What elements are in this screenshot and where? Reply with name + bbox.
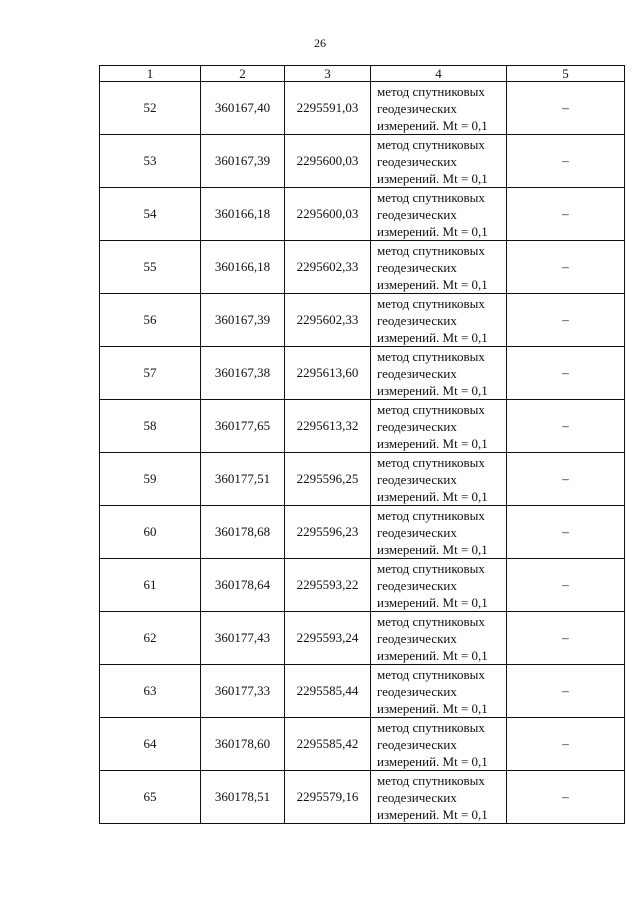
note-cell: – [507,771,625,824]
table-row [100,718,625,771]
x-coordinate-cell: 360167,38 [201,347,285,400]
method-line: измерений. Mt = 0,1 [377,170,488,186]
method-cell [371,294,507,347]
table-row [100,347,625,400]
method-line: метод спутниковых [377,560,485,576]
method-line: измерений. Mt = 0,1 [377,382,488,398]
method-line: геодезических [377,630,457,646]
x-coordinate-cell: 360167,40 [201,82,285,135]
y-coordinate-cell: 2295602,33 [285,241,371,294]
method-cell [371,82,507,135]
point-number-cell: 57 [100,347,201,400]
method-line: измерений. Mt = 0,1 [377,594,488,610]
x-coordinate-cell: 360177,43 [201,612,285,665]
point-number-cell: 62 [100,612,201,665]
table-body [100,82,625,824]
method-cell [371,135,507,188]
method-cell [371,612,507,665]
method-line: измерений. Mt = 0,1 [377,647,488,663]
y-coordinate-cell: 2295593,24 [285,612,371,665]
note-cell: – [507,347,625,400]
method-line: метод спутниковых [377,348,485,364]
method-line: геодезических [377,206,457,222]
point-number-cell: 52 [100,82,201,135]
y-coordinate-cell: 2295591,03 [285,82,371,135]
method-line: геодезических [377,736,457,752]
method-cell [371,559,507,612]
note-cell: – [507,718,625,771]
y-coordinate-cell: 2295596,23 [285,506,371,559]
y-coordinate-cell: 2295600,03 [285,135,371,188]
point-number-cell: 63 [100,665,201,718]
method-line: метод спутниковых [377,189,485,205]
table-row [100,665,625,718]
method-line: метод спутниковых [377,295,485,311]
method-cell [371,771,507,824]
table-row [100,241,625,294]
table-row [100,506,625,559]
table-row [100,400,625,453]
method-line: геодезических [377,524,457,540]
y-coordinate-cell: 2295600,03 [285,188,371,241]
note-cell: – [507,506,625,559]
note-cell: – [507,400,625,453]
method-line: геодезических [377,100,457,116]
point-number-cell: 54 [100,188,201,241]
point-number-cell: 55 [100,241,201,294]
method-line: геодезических [377,577,457,593]
table-row [100,559,625,612]
method-line: измерений. Mt = 0,1 [377,435,488,451]
method-line: геодезических [377,471,457,487]
x-coordinate-cell: 360167,39 [201,135,285,188]
note-cell: – [507,559,625,612]
method-cell [371,241,507,294]
method-line: геодезических [377,789,457,805]
method-line: измерений. Mt = 0,1 [377,806,488,822]
table-row [100,771,625,824]
column-header-5: 5 [507,66,625,82]
table-row [100,294,625,347]
method-line: измерений. Mt = 0,1 [377,329,488,345]
y-coordinate-cell: 2295593,22 [285,559,371,612]
x-coordinate-cell: 360166,18 [201,241,285,294]
y-coordinate-cell: 2295613,32 [285,400,371,453]
method-cell [371,188,507,241]
point-number-cell: 60 [100,506,201,559]
method-cell [371,400,507,453]
point-number-cell: 53 [100,135,201,188]
method-line: измерений. Mt = 0,1 [377,223,488,239]
method-cell [371,453,507,506]
method-line: геодезических [377,153,457,169]
method-line: геодезических [377,418,457,434]
method-line: геодезических [377,365,457,381]
method-line: метод спутниковых [377,613,485,629]
method-line: измерений. Mt = 0,1 [377,753,488,769]
x-coordinate-cell: 360178,64 [201,559,285,612]
method-line: измерений. Mt = 0,1 [377,541,488,557]
method-line: геодезических [377,683,457,699]
y-coordinate-cell: 2295596,25 [285,453,371,506]
table-row [100,135,625,188]
note-cell: – [507,612,625,665]
table-row [100,453,625,506]
method-line: метод спутниковых [377,719,485,735]
table-header-row [100,66,625,82]
note-cell: – [507,82,625,135]
coordinates-table [99,65,625,824]
column-header-2: 2 [201,66,285,82]
method-line: геодезических [377,312,457,328]
x-coordinate-cell: 360178,51 [201,771,285,824]
method-line: метод спутниковых [377,401,485,417]
point-number-cell: 58 [100,400,201,453]
method-cell [371,718,507,771]
table-row [100,82,625,135]
point-number-cell: 65 [100,771,201,824]
column-header-3: 3 [285,66,371,82]
column-header-4: 4 [371,66,507,82]
method-cell [371,347,507,400]
x-coordinate-cell: 360177,65 [201,400,285,453]
table-row [100,612,625,665]
y-coordinate-cell: 2295585,44 [285,665,371,718]
method-line: измерений. Mt = 0,1 [377,276,488,292]
method-line: метод спутниковых [377,507,485,523]
x-coordinate-cell: 360167,39 [201,294,285,347]
method-line: метод спутниковых [377,83,485,99]
method-line: геодезических [377,259,457,275]
method-line: метод спутниковых [377,772,485,788]
method-line: метод спутниковых [377,666,485,682]
method-line: измерений. Mt = 0,1 [377,488,488,504]
note-cell: – [507,294,625,347]
point-number-cell: 61 [100,559,201,612]
x-coordinate-cell: 360177,51 [201,453,285,506]
note-cell: – [507,665,625,718]
table-row [100,188,625,241]
y-coordinate-cell: 2295579,16 [285,771,371,824]
method-line: измерений. Mt = 0,1 [377,700,488,716]
method-line: измерений. Mt = 0,1 [377,117,488,133]
x-coordinate-cell: 360166,18 [201,188,285,241]
method-cell [371,665,507,718]
method-cell [371,506,507,559]
note-cell: – [507,188,625,241]
point-number-cell: 64 [100,718,201,771]
x-coordinate-cell: 360178,60 [201,718,285,771]
column-header-1: 1 [100,66,201,82]
x-coordinate-cell: 360177,33 [201,665,285,718]
note-cell: – [507,241,625,294]
point-number-cell: 56 [100,294,201,347]
y-coordinate-cell: 2295585,42 [285,718,371,771]
note-cell: – [507,453,625,506]
point-number-cell: 59 [100,453,201,506]
note-cell: – [507,135,625,188]
x-coordinate-cell: 360178,68 [201,506,285,559]
method-line: метод спутниковых [377,242,485,258]
y-coordinate-cell: 2295613,60 [285,347,371,400]
method-line: метод спутниковых [377,136,485,152]
y-coordinate-cell: 2295602,33 [285,294,371,347]
page-number: 26 [314,36,326,50]
method-line: метод спутниковых [377,454,485,470]
